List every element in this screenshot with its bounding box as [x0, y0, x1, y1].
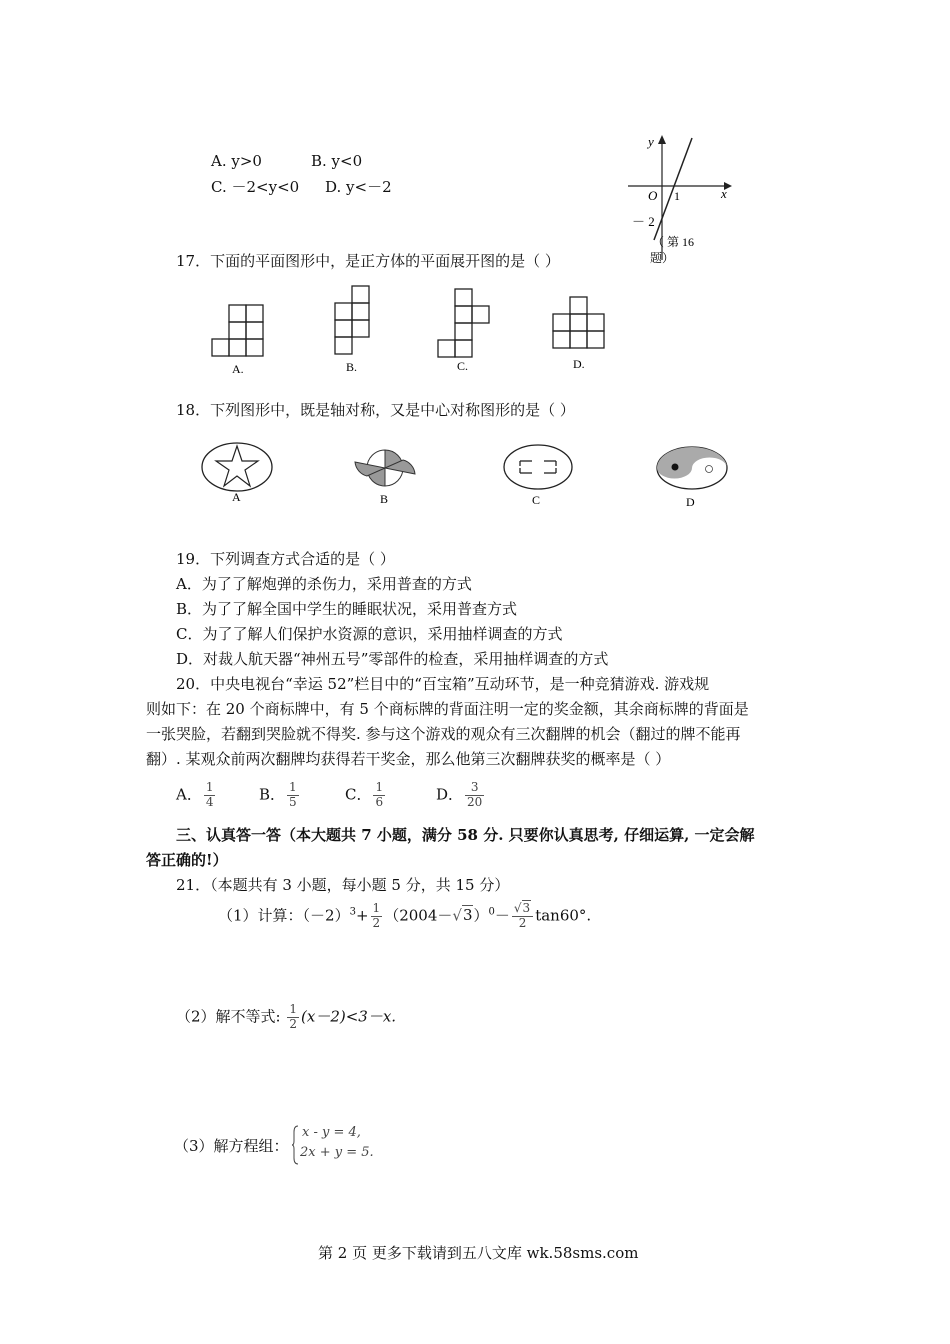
svg-text:C.: C. — [457, 359, 469, 373]
figure-c-bars — [504, 445, 572, 489]
q20-option-d: D． $\frac{3}{20}$ — [436, 780, 483, 809]
q21-part1: （1）计算：$(-2)^3+$ $\frac{1}{2}$ $(2004-√3)^0-$ $\frac{√3}{2}$ tan60°. — [218, 901, 592, 930]
q16-option-a: A. y>0 — [211, 152, 262, 170]
equation-2: 2x + y = 5. — [300, 1145, 374, 1160]
q19-option-d: D．对裁人航天器“神州五号”零部件的检查，采用抽样调查的方式 — [176, 650, 609, 668]
q20-option-c: C． $\frac{1}{6}$ — [345, 780, 384, 809]
svg-text:1: 1 — [674, 189, 680, 203]
net-d — [553, 297, 604, 348]
svg-text:（ 第 16: （ 第 16 — [652, 235, 695, 249]
svg-text:D.: D. — [573, 357, 585, 371]
q21-stem: 21．（本题共有 3 小题，每小题 5 分，共 15 分） — [176, 876, 510, 894]
section-3-heading: 三、认真答一答（本大题共 7 小题，满分 58 分. 只要你认真思考, 仔细运算, 一定会解 — [176, 826, 755, 844]
q17-stem: 17．下面的平面图形中，是正方体的平面展开图的是（ ） — [176, 252, 560, 270]
svg-text:x: x — [721, 186, 727, 201]
svg-text:B: B — [380, 492, 389, 506]
q16-option-c: C. －2<y<0 — [211, 178, 300, 196]
q20-line-1: 20．中央电视台“幸运 52”栏目中的“百宝箱”互动环节，是一种竞猜游戏. 游戏规 — [176, 675, 710, 693]
svg-text:D: D — [686, 495, 695, 509]
net-c — [438, 289, 489, 357]
q21-equation-system — [292, 1124, 382, 1166]
q17-cube-nets — [205, 283, 625, 378]
svg-text:C: C — [532, 493, 541, 507]
svg-text:B.: B. — [346, 360, 358, 374]
section-3-heading-cont: 答正确的!） — [146, 851, 228, 869]
q16-option-d: D. y<－2 — [325, 178, 392, 196]
q21-part3-label: （3）解方程组： — [174, 1137, 289, 1155]
figure-d-yinyang — [657, 447, 727, 489]
q19-stem: 19．下列调查方式合适的是（ ） — [176, 550, 395, 568]
q20-line-4: 翻）. 某观众前两次翻牌均获得若干奖金，那么他第三次翻牌获奖的概率是（ ） — [146, 750, 671, 768]
q20-option-a: A． $\frac{1}{4}$ — [176, 780, 214, 809]
q21-part2: （2）解不等式: $\frac{1}{2}$ (x－2)<3－x. — [176, 1002, 397, 1031]
q20-line-2: 则如下：在 20 个商标牌中，有 5 个商标牌的背面注明一定的奖金额，其余商标牌的背面是 — [146, 700, 749, 718]
figure-b-pinwheel — [355, 450, 415, 486]
svg-text:y: y — [648, 134, 654, 149]
equation-1: x - y = 4, — [302, 1125, 361, 1140]
graph-line — [654, 138, 692, 240]
svg-text:O: O — [648, 188, 658, 203]
net-a — [212, 305, 263, 356]
q19-option-b: B．为了了解全国中学生的睡眠状况，采用普查方式 — [176, 600, 518, 618]
page-footer: 第 2 页 更多下载请到五八文库 wk.58sms.com — [318, 1244, 639, 1262]
svg-text:题）: 题） — [650, 251, 675, 265]
q16-option-b: B. y<0 — [311, 152, 363, 170]
svg-text:A.: A. — [232, 362, 244, 376]
q18-symmetry-figures — [195, 440, 740, 520]
q20-option-b: B． $\frac{1}{5}$ — [259, 780, 297, 809]
q16-line-graph — [618, 130, 738, 270]
figure-a-star — [202, 443, 272, 491]
q19-option-a: A．为了了解炮弹的杀伤力，采用普查的方式 — [176, 575, 472, 593]
q19-option-c: C．为了了解人们保护水资源的意识，采用抽样调查的方式 — [176, 625, 563, 643]
svg-text:－ 2: － 2 — [632, 214, 655, 229]
q18-stem: 18．下列图形中，既是轴对称，又是中心对称图形的是（ ） — [176, 401, 575, 419]
svg-text:A: A — [232, 490, 241, 504]
q20-line-3: 一张哭脸，若翻到哭脸就不得奖. 参与这个游戏的观众有三次翻牌的机会（翻过的牌不能再 — [146, 725, 741, 743]
net-b — [335, 286, 369, 354]
